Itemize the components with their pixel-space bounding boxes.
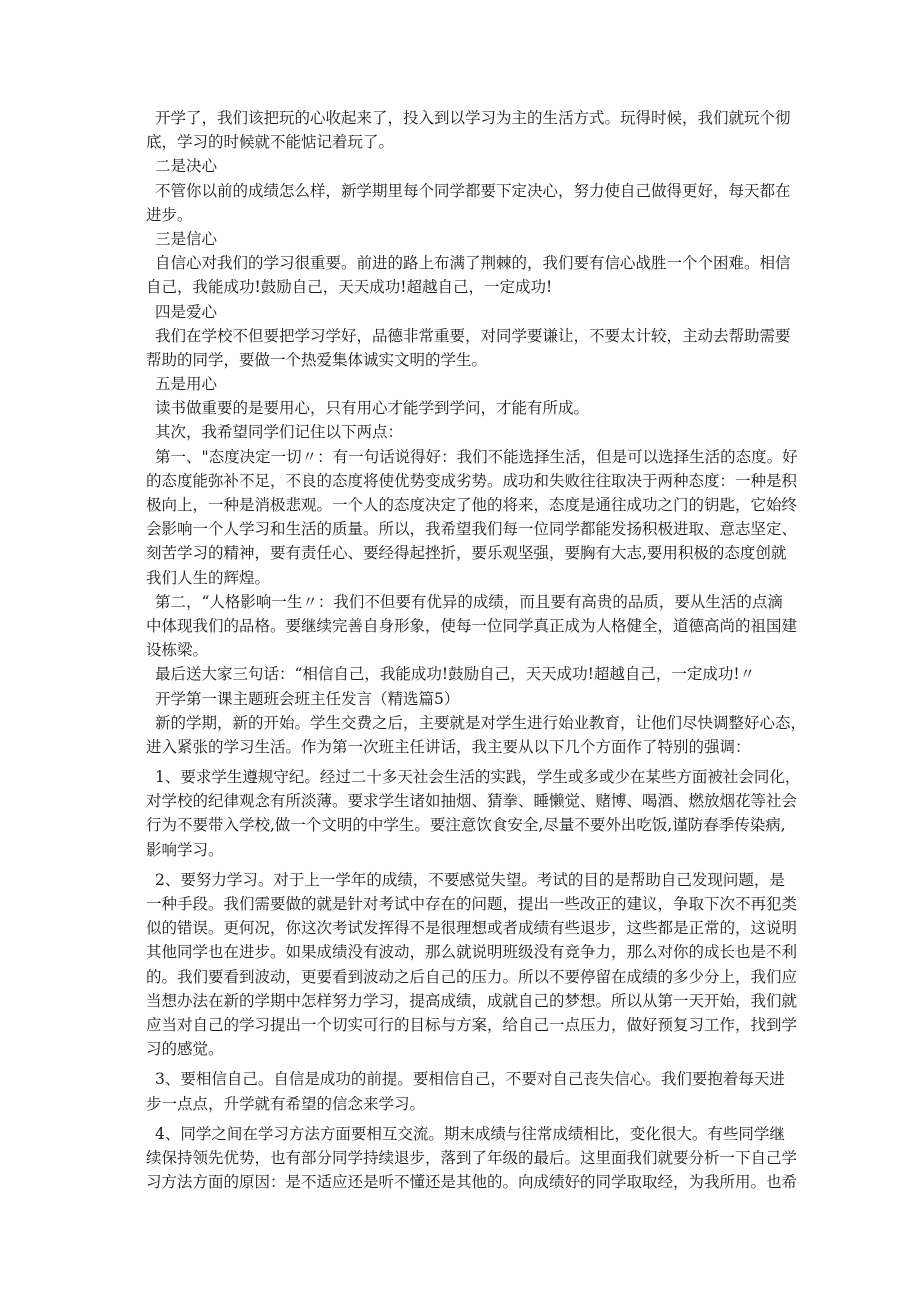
text-line: 应当对自己的学习提出一个切实可行的目标与方案，给自己一点压力，做好预复习工作，找到学: [146, 1015, 798, 1034]
text-line: 进入紧张的学习生活。作为第一次班主任讲话，我主要从以下几个方面作了特别的强调：: [146, 737, 751, 756]
text-line: 影响学习。: [146, 840, 224, 859]
text-line: 五是用心: [155, 375, 218, 394]
text-line: 其他同学也在进步。如果成绩没有波动，那么就说明班级没有竞争力，那么对你的成长也是不利: [146, 943, 798, 962]
text-line: 1、要求学生遵规守纪。经过二十多天社会生活的实践，学生或多或少在某些方面被社会同化，: [155, 768, 801, 787]
text-line: 设栋梁。: [146, 641, 209, 660]
text-line: 一种手段。我们需要做的就是针对考试中存在的问题，提出一些改正的建议，争取下次不再犯类: [146, 895, 798, 913]
text-line: 三是信心: [155, 229, 218, 248]
text-line: 第一、"态度决定一切〃：有一句话说得好：我们不能选择生活，但是可以选择生活的态度。好: [155, 447, 798, 466]
text-line: 行为不要带入学校,做一个文明的中学生。要注意饮食安全,尽量不要外出吃饭,谨防春季传染病,: [146, 816, 786, 835]
text-line: 其次，我希望同学们记住以下两点：: [155, 423, 404, 442]
text-line: 刻苦学习的精神，要有责任心、要经得起挫折，要乐观坚强，要胸有大志,要用积极的态度创就: [146, 544, 787, 563]
text-line: 会影响一个人学习和生活的质量。所以，我希望我们每一位同学都能发扬积极进取、意志坚定、: [146, 520, 798, 539]
document-body: [146, 106, 807, 1194]
text-line: 进步。: [146, 205, 193, 224]
text-line: 底，学习的时候就不能惦记着玩了。: [146, 133, 395, 152]
text-line: 帮助的同学，要做一个热爱集体诚实文明的学生。: [146, 350, 488, 369]
text-line: 似的错误。更何况，你这次考试发挥得不是很理想或者成绩有些退步，这些都是正常的，这说明: [146, 919, 798, 938]
text-line: 第二，“人格影响一生〃：我们不但要有优异的成绩，而且要有高贵的品质，要从生活的点滴: [155, 592, 783, 611]
text-line: 3、要相信自己。自信是成功的前提。要相信自己，不要对自己丧失信心。我们要抱着每天进: [155, 1070, 785, 1089]
text-line: 习方法方面的原因：是不适应还是听不懂还是其他的。向成绩好的同学取取经，为我所用。也希: [146, 1173, 798, 1192]
text-line: 2、要努力学习。对于上一学年的成绩，不要感觉失望。考试的目的是帮助自己发现问题，是: [155, 870, 785, 889]
text-line: 读书做重要的是要用心，只有用心才能学到学问，才能有所成。: [155, 399, 590, 418]
text-line: 开学了，我们该把玩的心收起来了，投入到以学习为主的生活方式。玩得时候，我们就玩个彻: [155, 109, 791, 127]
text-line: 我们人生的辉煌。: [146, 568, 271, 587]
text-line: 4、同学之间在学习方法方面要相互交流。期末成绩与往常成绩相比，变化很大。有些同学继: [155, 1124, 785, 1143]
text-line: 新的学期，新的开始。学生交费之后，主要就是对学生进行始业教育，让他们尽快调整好心态，: [155, 713, 807, 732]
text-line: 中体现我们的品格。要继续完善自身形象，使每一位同学真正成为人格健全，道德高尚的祖国建: [146, 616, 798, 635]
text-line: 续保持领先优势，也有部分同学持续退步，落到了年级的最后。这里面我们就要分析一下自己学: [146, 1148, 798, 1167]
text-line: 四是爱心: [155, 302, 218, 321]
text-line: 二是决心: [155, 157, 218, 176]
text-line: 习的感觉。: [146, 1040, 224, 1059]
text-line: 最后送大家三句话：“相信自己，我能成功!鼓励自己，天天成功!超越自己，一定成功!〃: [155, 665, 756, 684]
text-line: 步一点点，升学就有希望的信念来学习。: [146, 1094, 426, 1113]
text-line: 当想办法在新的学期中怎样努力学习，提高成绩，成就自己的梦想。所以从第一天开始，我们就: [146, 991, 798, 1010]
text-line: 自信心对我们的学习很重要。前进的路上布满了荆棘的，我们要有信心战胜一个个困难。相信: [155, 254, 791, 273]
text-line: 的态度能弥补不足，不良的态度将使优势变成劣势。成功和失败往往取决于两种态度：一种是积: [146, 471, 798, 490]
text-line: 极向上，一种是消极悲观。一个人的态度决定了他的将来，态度是通往成功之门的钥匙，它始终: [146, 496, 798, 514]
text-line: 的。我们要看到波动，更要看到波动之后自己的压力。所以不要停留在成绩的多少分上，我们应: [146, 967, 798, 986]
text-line: 不管你以前的成绩怎么样，新学期里每个同学都要下定决心，努力使自己做得更好，每天都在: [155, 181, 791, 200]
text-line: 对学校的纪律观念有所淡薄。要求学生诸如抽烟、猜拳、睡懒觉、赌博、喝酒、燃放烟花等社会: [146, 792, 798, 811]
text-line: 自己，我能成功!鼓励自己，天天成功!超越自己，一定成功!: [146, 278, 553, 297]
text-line: 我们在学校不但要把学习学好，品德非常重要，对同学要谦让，不要太计较，主动去帮助需要: [155, 326, 791, 345]
text-line: 开学第一课主题班会班主任发言（精选篇5）: [155, 689, 460, 708]
